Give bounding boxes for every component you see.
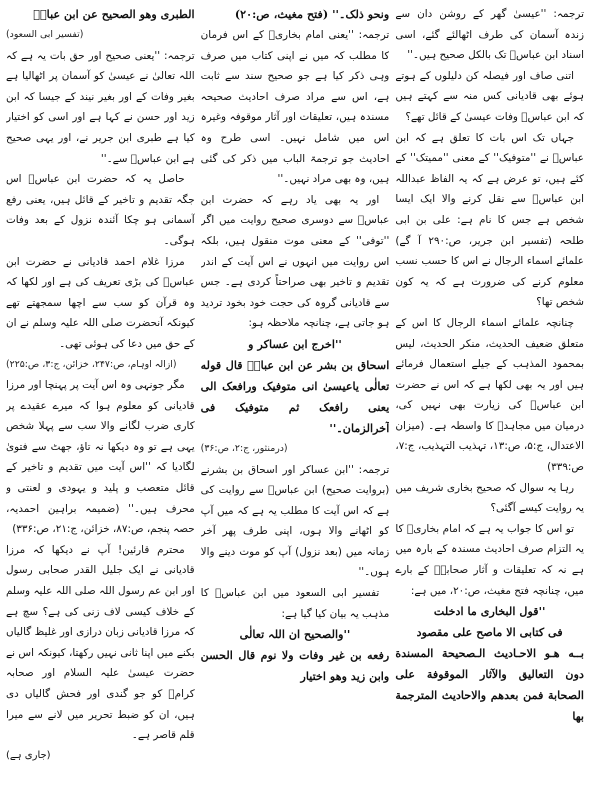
arabic-quote: ''والصحیح ان اللہ تعالٰی xyxy=(239,627,351,642)
reference-citation: (درمنثور، ج:۲، ص:۳۶) xyxy=(200,442,288,454)
paragraph: محترم قارئین! آپ نے دیکھا کہ مرزا قادیانی نے ایک جلیل القدر صحابی رسول اور ابن عم رسول اللہ صلی اللہ علیہ وسلم کے خلاف کیسی لاف زنی کی ہے؟ سچ ہے کہ مرزا قادیانی زبان درازی اور غلیظ گالیاں بکنے میں اپنا ثانی نہیں رکھتا، کیونکہ اس نے حضرت عیسیٰ علیہ السلام اور صحابہ کرامؓ کو جو گندی اور فحش گالیاں دی ہیں، ان کو ضبط تحریر میں لانے سے میرا قلم قاصر ہے۔ xyxy=(5,543,195,742)
paragraph: تو اس کا جواب یہ ہے کہ امام بخاریؒ کا یہ التزام صرف احادیث مسندہ کے بارہ میں ہے نہ کہ تعلیقات و آثار صحابہؓ کے بارے میں، چنانچہ فتح مغیث، ص:۲۰، میں ہے: xyxy=(395,522,584,597)
paragraph: ترجمہ: ''یعنی صحیح اور حق بات یہ ہے کہ اللہ تعالیٰ نے عیسیٰ کو آسمان پر اٹھالیا ہے بغیر وفات کے اور بغیر نیند کے جیسا کہ ابن زید اور حسن نے کہا ہے اور اسی کو اختیار کیا ہے طبری ابن جریر نے، اور یہی صحیح ہے ابن عباسؓ سے۔'' xyxy=(5,49,195,165)
column-right xyxy=(395,4,584,805)
paragraph: جہاں تک اس بات کا تعلق ہے کہ ابن عباسؓ نے ''متوفیک'' کے معنی ''ممیتک'' کے کئے ہیں، تو عرض ہے کہ یہ الفاظ عبداللہ ابن عباسؓ سے نقل کرنے والا ایک ایسا شخص ہے جس کا نام ہے: علی بن ابی طلحہ (تفسیر ابن جریر، ص:۲۹۰ آ گے) علمائے اسماء الرجال نے اس کا حسب نسب معلوم کرنے کی ضرورت ہے کہ یہ کون شخص تھا؟ xyxy=(395,131,584,309)
arabic-quote: اسحاق بن بشر عن ابن عباسؓ قال قوله تعالٰی یاعیسیٰ انی متوفیک ورافعک الی یعنی رافعک ثم متوفیک فی آخرالزمان۔'' xyxy=(200,357,390,435)
paragraph: چنانچہ علمائے اسماء الرجال کا اس کے متعلق ضعیف الحدیث، منکر الحدیث، لیس بمحمود المذہب کے جیلے استعمال فرمائے ہیں اور یہ بھی لکھا ہے کہ اس نے حضرت ابن عباسؓ کی زیارت بھی نہیں کی، درمیان میں مجاہدؒ کا واسطہ ہے۔ (میزان الاعتدال، ج:۵، ص:۱۳، تہذیب التہذیب، ج:۷، ص:۳۳۹) xyxy=(395,316,584,474)
paragraph: ترجمہ: ''یعنی امام بخاریؒ کے اس فرمان کا مطلب کہ میں نے اپنی کتاب میں صرف وہی ذکر کیا ہے جو صحیح سند سے ثابت ہے، اس سے مراد صرف احادیث صحیحہ مسندہ ہیں، تعلیقات اور آثار موقوفہ وغیرہ اس میں شامل نہیں۔ اسی طرح وہ احادیث جو ترجمۃ الباب میں ذکر کی گئی ہیں، وہ بھی مراد نہیں۔'' xyxy=(200,29,390,186)
column-middle xyxy=(201,4,390,805)
reference-citation: (تفسیر ابی السعود) xyxy=(5,29,84,40)
column-left xyxy=(6,4,195,805)
paragraph: اتنی صاف اور فیصلہ کن دلیلوں کے ہوتے ہوئے بھی قادیانی کس منہ سے کہتے ہیں کہ ابن عباسؓ وفات عیسیٰ کے قائل تھے؟ xyxy=(395,69,584,123)
paragraph: تفسیر ابی السعود میں ابن عباسؓ کا مذہب یہ بیان کیا گیا ہے: xyxy=(200,587,390,620)
reference-citation: (ازالہ اوہام، ص:۲۴۷، خزائن، ج:۳، ص:۲۲۵) xyxy=(5,358,177,370)
paragraph: ترجمہ: ''ابن عساکر اور اسحاق بن بشرنے (بروایت صحیح) ابن عباسؓ سے روایت کی ہے کہ اس آیت کا مطلب یہ ہے کہ میں آپ کو اٹھانے والا ہوں، اپنی طرف پھر آخر زمانہ میں (بعد نزول) آپ کو موت دینے والا ہوں۔'' xyxy=(200,463,390,579)
arabic-quote: ونحو ذلک۔'' (فتح مغیث، ص:۲۰) xyxy=(234,7,390,21)
arabic-quote: ''اخرج ابن عساکر و xyxy=(248,336,342,351)
continued-label: (جاری ہے) xyxy=(5,749,51,761)
arabic-quote: الطبری وهو الصحیح عن ابن عباسؓ xyxy=(33,7,195,21)
arabic-quote: فی کتابی الا ماصح علی مقصود xyxy=(416,625,563,640)
arabic-quote: رفعه بن غیر وفات ولا نوم قال الحسن وابن زید وهو اختیار xyxy=(200,648,390,684)
paragraph: مرزا غلام احمد قادیانی نے حضرت ابن عباسؓ کی بڑی تعریف کی ہے اور لکھا کہ وہ قرآن کو سب سے اچھا سمجھتے تھے کیونکہ آنحضرت صلی اللہ علیہ وسلم نے ان کے حق میں دعا کی ہوئی تھی۔ xyxy=(5,255,195,350)
paragraph: اور یہ بھی یاد رہے کہ حضرت ابن عباسؓ سے دوسری صحیح روایت میں اگر ''توفی'' کے معنی موت منقول ہیں، بلکہ اس روایت میں انہوں نے اس آیت کے اندر تقدیم و تاخیر بھی صراحتاً کردی ہے۔ جس سے قادیانی گروہ کی حجت خود بخود تردید ہو جاتی ہے، چنانچہ ملاحظہ ہو: xyxy=(200,193,390,330)
arabic-quote: ''قول البخاری ما ادخلت xyxy=(433,604,546,619)
arabic-quote: بــه هـو الاحـادیث الـصحیحة المسندة دون التعالیق والآثار الموقوفة علی الصحابة فمن بعدهم والاحادیث المترجمة بها xyxy=(395,646,584,724)
paragraph: رہا یہ سوال کہ صحیح بخاری شریف میں یہ روایت کیسے آگئی؟ xyxy=(395,481,584,515)
paragraph: حاصل یہ کہ حضرت ابن عباسؓ اس جگہ تقدیم و تاخیر کے قائل ہیں، یعنی رفع آسمانی ہو چکا آئندہ نزول کے بعد وفات ہوگی۔ xyxy=(5,173,195,247)
paragraph: ترجمہ: ''عیسیٰ گھر کے روشن دان سے زندہ آسمان کی طرف اٹھالئے گئے، اسی اسناد ابن عباسؓ تک بالکل صحیح ہیں۔'' xyxy=(395,8,584,62)
paragraph: مگر جونہی وہ اس آیت پر پہنچا اور مرزا قادیانی کو معلوم ہوا کہ میرے عقیدے پر کاری ضرب لگانے والا سب سے پہلا شخص یہی ہے تو وہ دیکھا نہ تاؤ، جھٹ سے فتویٰ لگادیا کہ ''اس آیت میں تقدیم و تاخیر کے قائل متعصب و پلید و یہودی و لعنتی و محرف ہیں۔'' (ضمیمہ براہین احمدیہ، حصہ پنجم، ص:۸۷، خزائن، ج:۲۱، ص:۳۳۶) xyxy=(5,379,195,536)
